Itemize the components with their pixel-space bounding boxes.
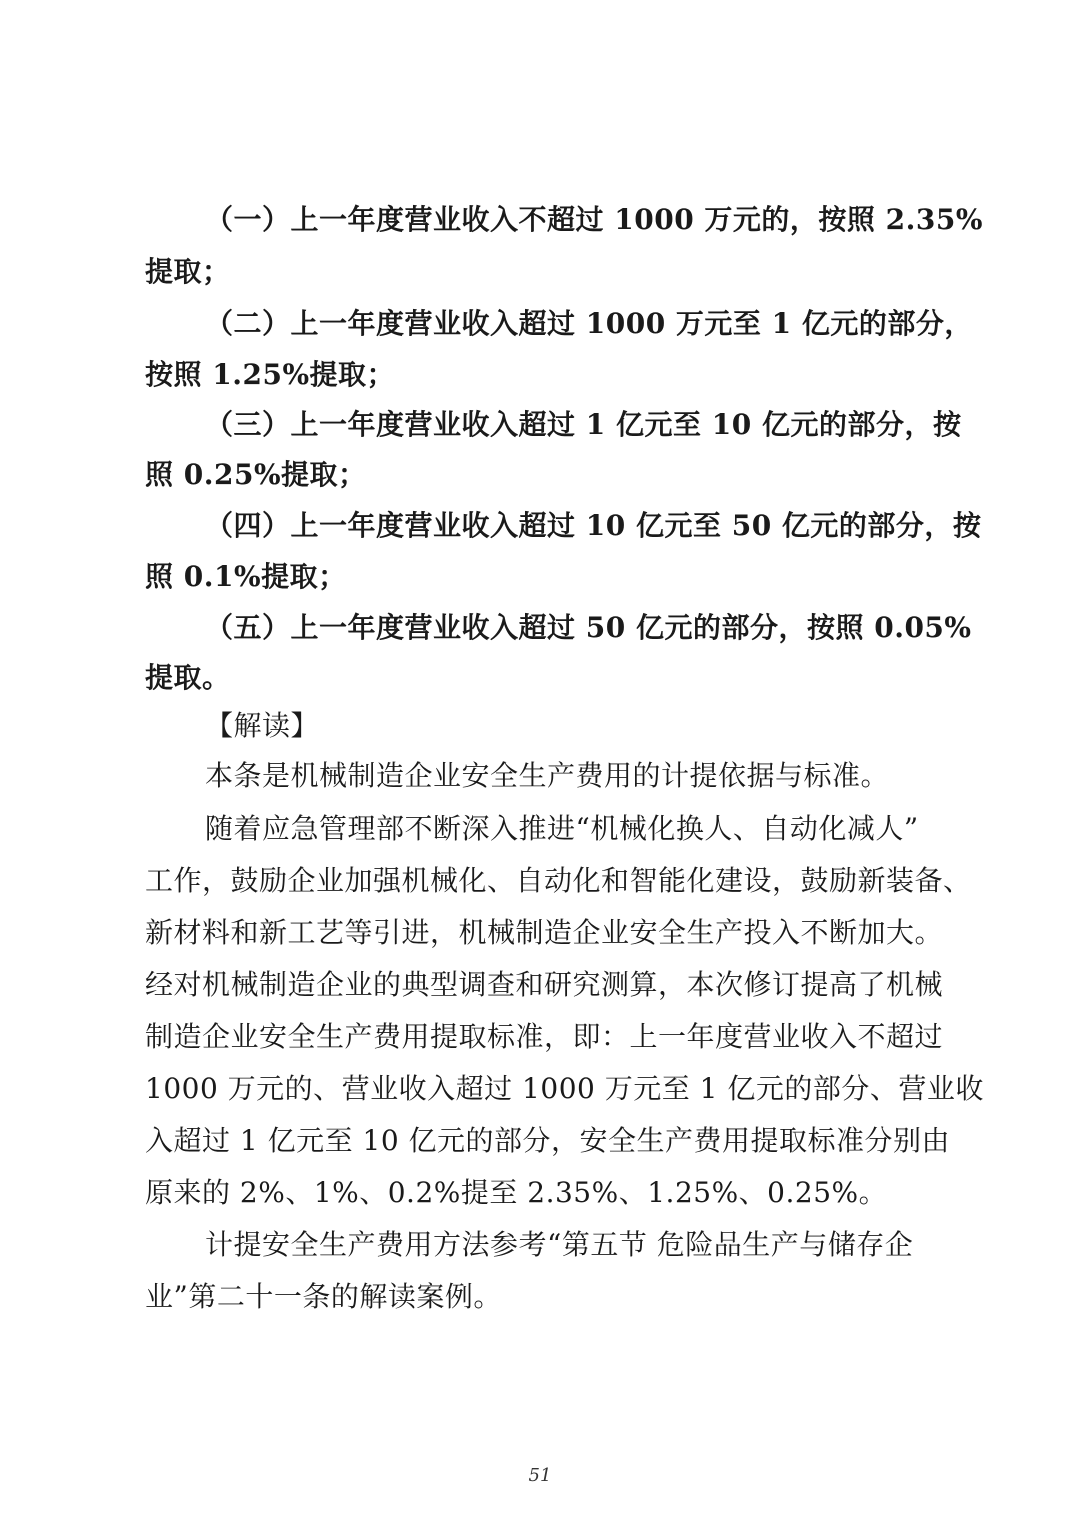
clause-5-line-1: （五）上一年度营业收入超过 50 亿元的部分，按照 0.05%: [205, 611, 972, 644]
clause-1-line-2: 提取；: [145, 255, 231, 288]
clause-4-line-2: 照 0.1%提取；: [145, 560, 347, 593]
interpretation-paragraph-2-line: 原来的 2%、1%、0.2%提至 2.35%、1.25%、0.25%。: [145, 1176, 888, 1209]
interpretation-paragraph-2-line: 制造企业安全生产费用提取标准，即：上一年度营业收入不超过: [145, 1020, 944, 1053]
interpretation-paragraph-3-line: 业”第二十一条的解读案例。: [145, 1280, 502, 1313]
clause-2-line-1: （二）上一年度营业收入超过 1000 万元至 1 亿元的部分，: [205, 307, 973, 340]
interpretation-paragraph-3-line: 计提安全生产费用方法参考“第五节 危险品生产与储存企: [205, 1228, 914, 1261]
clause-3-line-1: （三）上一年度营业收入超过 1 亿元至 10 亿元的部分，按: [205, 408, 962, 441]
clause-4-line-1: （四）上一年度营业收入超过 10 亿元至 50 亿元的部分，按: [205, 509, 982, 542]
interpretation-paragraph-2-line: 随着应急管理部不断深入推进“机械化换人、自动化减人”: [205, 812, 919, 845]
interpretation-paragraph-2-line: 入超过 1 亿元至 10 亿元的部分，安全生产费用提取标准分别由: [145, 1124, 951, 1157]
interpretation-paragraph-1: 本条是机械制造企业安全生产费用的计提依据与标准。: [205, 759, 890, 792]
interpretation-paragraph-2-line: 经对机械制造企业的典型调查和研究测算，本次修订提高了机械: [145, 968, 944, 1001]
interpretation-paragraph-2-line: 新材料和新工艺等引进，机械制造企业安全生产投入不断加大。: [145, 916, 944, 949]
clause-3-line-2: 照 0.25%提取；: [145, 458, 367, 491]
interpretation-heading: 【解读】: [205, 709, 320, 742]
clause-5-line-2: 提取。: [145, 661, 231, 694]
clause-1-line-1: （一）上一年度营业收入不超过 1000 万元的，按照 2.35%: [205, 203, 983, 236]
clause-2-line-2: 按照 1.25%提取；: [145, 358, 396, 391]
page-number: 51: [528, 1465, 552, 1486]
interpretation-paragraph-2-line: 工作，鼓励企业加强机械化、自动化和智能化建设，鼓励新装备、: [145, 864, 972, 897]
interpretation-paragraph-2-line: 1000 万元的、营业收入超过 1000 万元至 1 亿元的部分、营业收: [145, 1072, 984, 1105]
